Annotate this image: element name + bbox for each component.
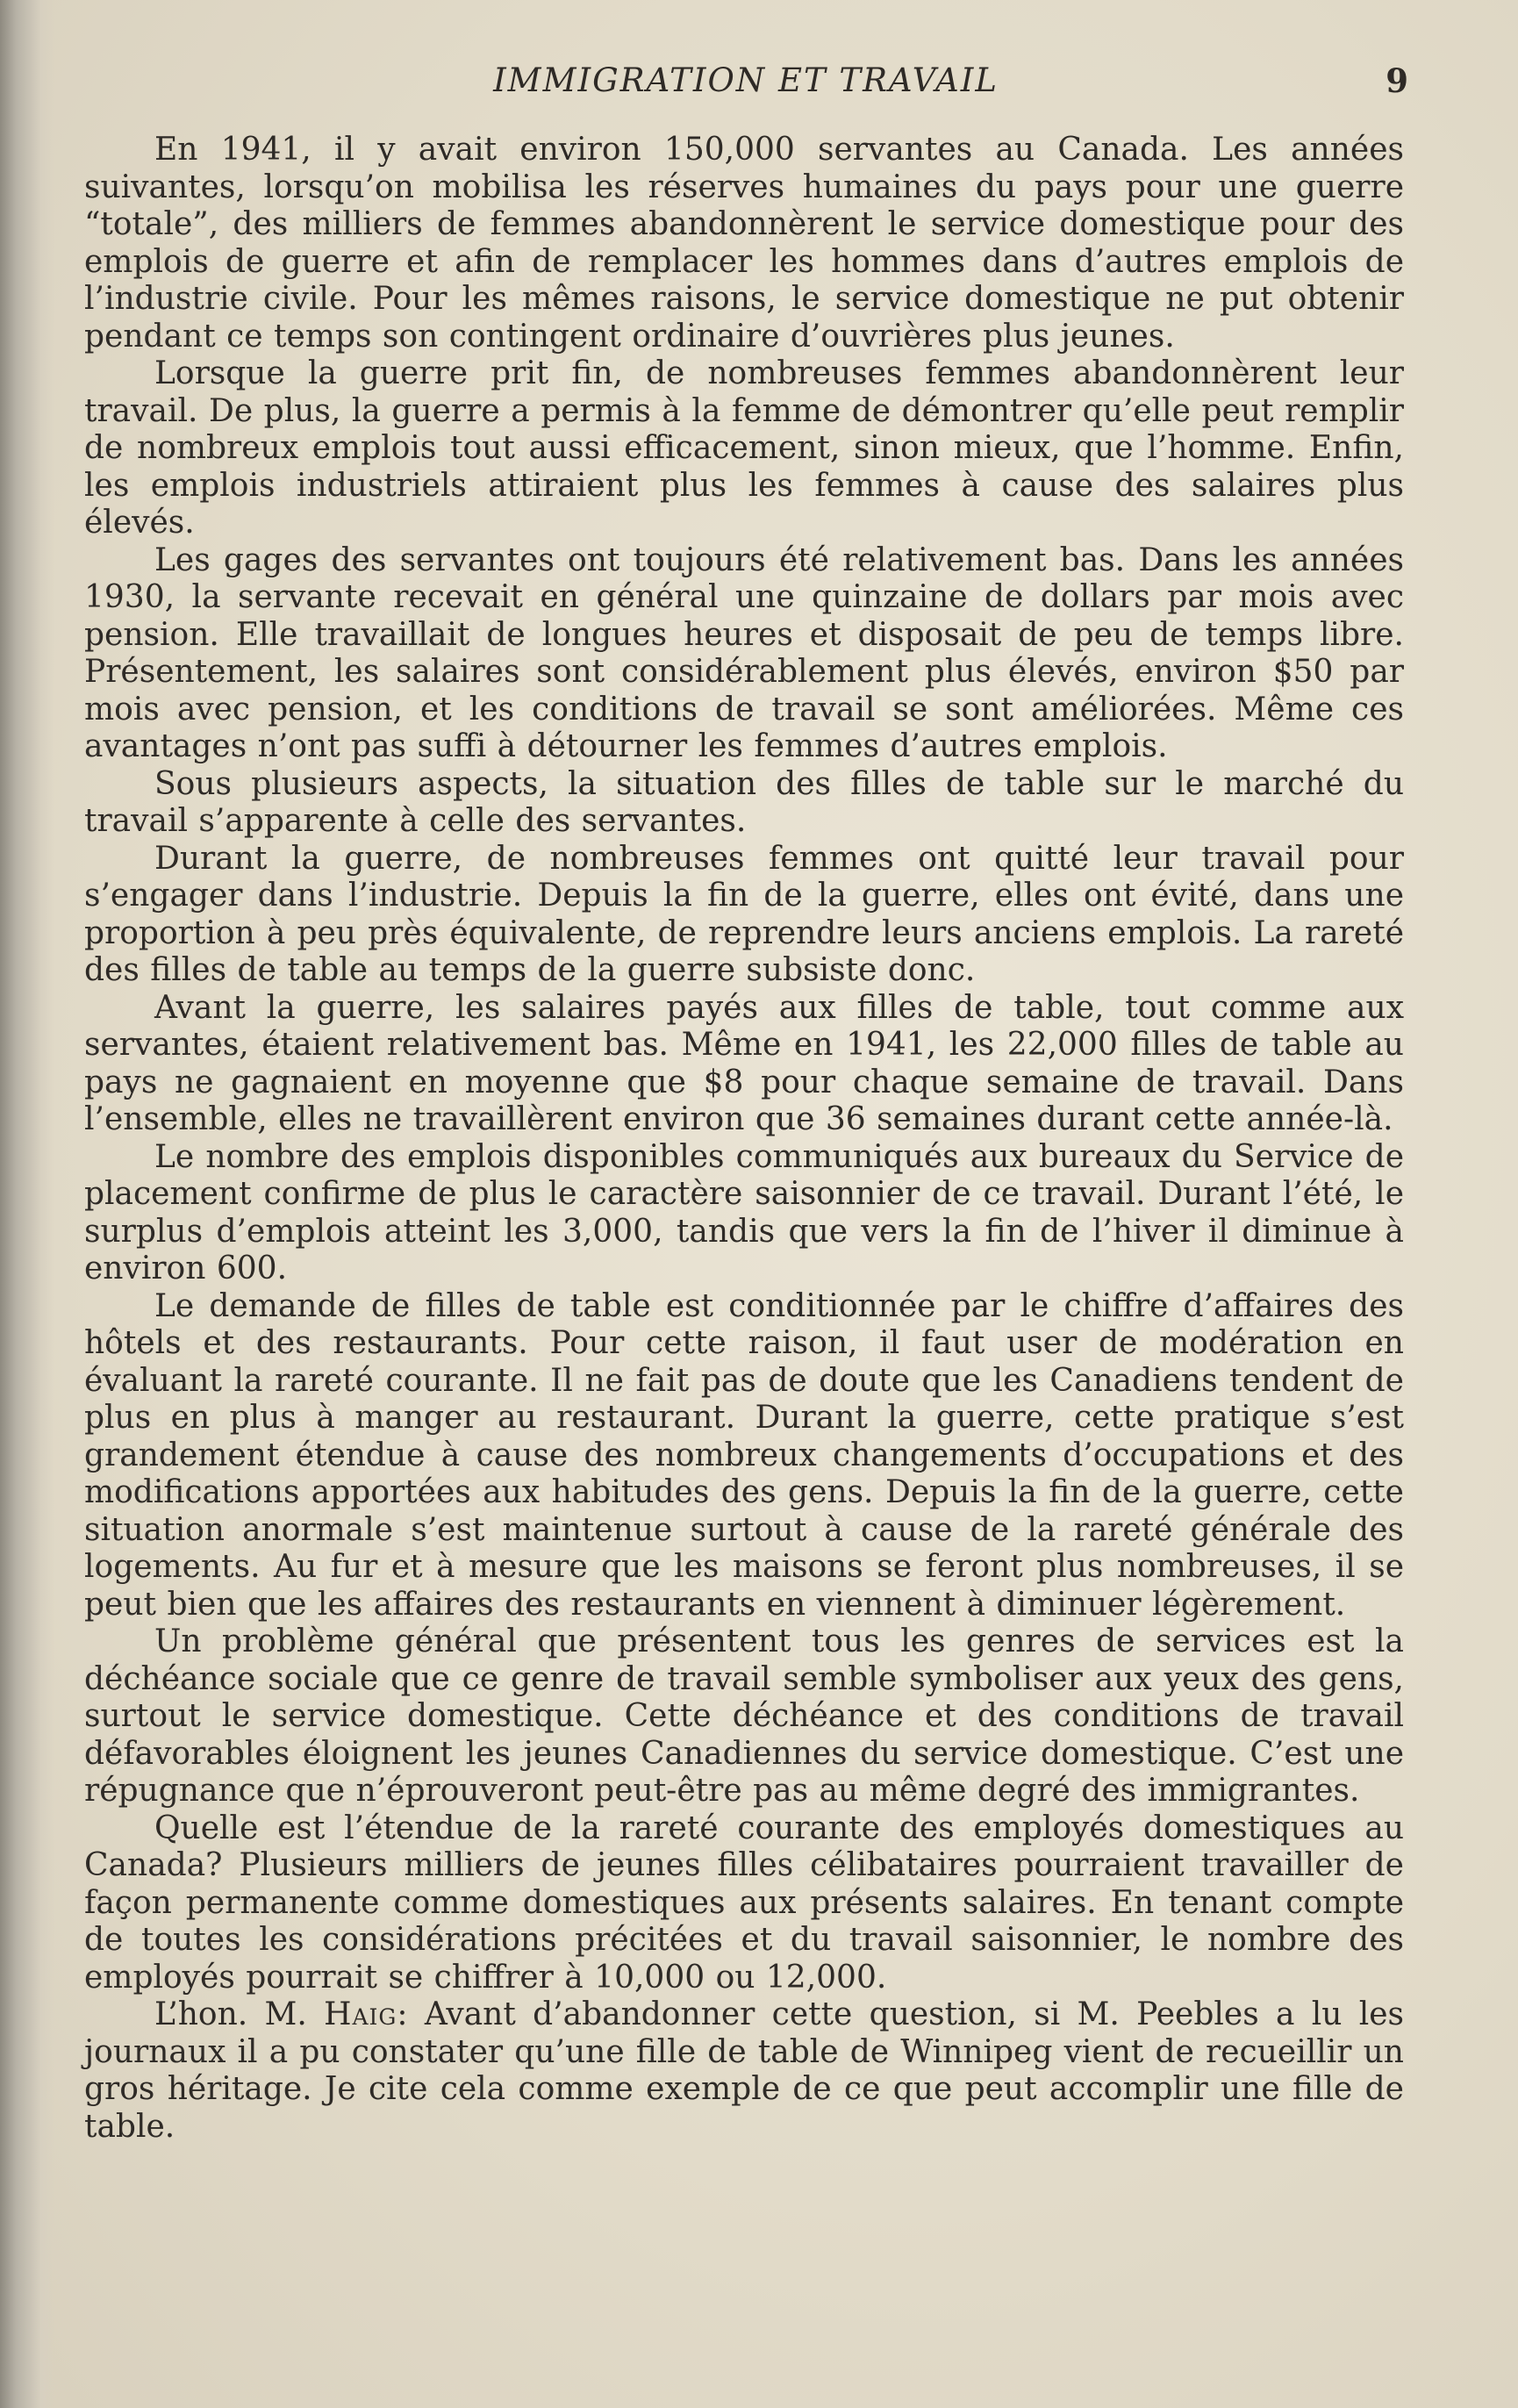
speaker-text: : Avant d’abandonner cette question, si M. Peebles a lu les journaux il a pu constater qu’une fille de table de Winnipeg vient de recueillir un gros héritage. Je cite cela comme exemple de ce que peut accomplir une fille de table. bbox=[84, 1996, 1404, 2145]
page-header bbox=[88, 61, 1408, 105]
paragraph: Quelle est l’étendue de la rareté courante des employés domestiques au Canada? Plusieurs milliers de jeunes filles célibataires pourraient travailler de façon permanente comme domestiques aux présents salaires. En tenant compte de toutes les considérations précitées et du travail saisonnier, le nombre des employés pourrait se chiffrer à 10,000 ou 12,000. bbox=[84, 1810, 1404, 1996]
paragraph: Un problème général que présentent tous les genres de services est la déchéance sociale que ce genre de travail semble symboliser aux yeux des gens, surtout le service domestique. Cette déchéance et des conditions de travail défavorables éloignent les jeunes Canadiennes du service domestique. C’est une répugnance que n’éprouveront peut-être pas au même degré des immigrantes. bbox=[84, 1623, 1404, 1809]
speaker-name: Haig bbox=[324, 1996, 397, 2032]
speaker-paragraph bbox=[84, 1996, 1404, 2146]
paragraph: En 1941, il y avait environ 150,000 servantes au Canada. Les années suivantes, lorsqu’on mobilisa les réserves humaines du pays pour une guerre “totale”, des milliers de femmes abandonnèrent le service domestique pour des emplois de guerre et afin de remplacer les hommes dans d’autres emplois de l’industrie civile. Pour les mêmes raisons, le service domestique ne put obtenir pendant ce temps son contingent ordinaire d’ouvrières plus jeunes. bbox=[84, 132, 1404, 355]
paragraph: Le nombre des emplois disponibles communiqués aux bureaux du Service de placement confirme de plus le caractère saisonnier de ce travail. Durant l’été, le surplus d’emplois atteint les 3,000, tandis que vers la fin de l’hiver il diminue à environ 600. bbox=[84, 1138, 1404, 1286]
paragraph: Durant la guerre, de nombreuses femmes ont quitté leur travail pour s’engager dans l’industrie. Depuis la fin de la guerre, elles ont évité, dans une proportion à peu près équivalente, de reprendre leurs anciens emplois. La rareté des filles de table au temps de la guerre subsiste donc. bbox=[84, 840, 1404, 988]
speaker-prefix: L’hon. M. bbox=[154, 1996, 325, 2032]
body-text bbox=[84, 132, 1404, 2146]
paragraph: Le demande de filles de table est conditionnée par le chiffre d’affaires des hôtels et des restaurants. Pour cette raison, il faut user de modération en évaluant la rareté courante. Il ne fait pas de doute que les Canadiens tendent de plus en plus à manger au restaurant. Durant la guerre, cette pratique s’est grandement étendue à cause des nombreux changements d’occupations et des modifications apportées aux habitudes des gens. Depuis la fin de la guerre, cette situation anormale s’est maintenue surtout à cause de la rareté générale des logements. Au fur et à mesure que les maisons se feront plus nombreuses, il se peut bien que les affaires des restaurants en viennent à diminuer légèrement. bbox=[84, 1287, 1404, 1623]
running-title: IMMIGRATION ET TRAVAIL bbox=[493, 61, 999, 99]
page-number: 9 bbox=[1386, 61, 1408, 100]
paragraph: Lorsque la guerre prit fin, de nombreuses femmes abandonnèrent leur travail. De plus, la guerre a permis à la femme de démontrer qu’elle peut remplir de nombreux emplois tout aussi efficacement, sinon mieux, que l’homme. Enfin, les emplois industriels attiraient plus les femmes à cause des salaires plus élevés. bbox=[84, 355, 1404, 541]
paragraph: Sous plusieurs aspects, la situation des filles de table sur le marché du travail s’apparente à celle des servantes. bbox=[84, 765, 1404, 839]
binding-edge bbox=[0, 0, 54, 2408]
paragraph: Avant la guerre, les salaires payés aux filles de table, tout comme aux servantes, étaient relativement bas. Même en 1941, les 22,000 filles de table au pays ne gagnaient en moyenne que $8 pour chaque semaine de travail. Dans l’ensemble, elles ne travaillèrent environ que 36 semaines durant cette année-là. bbox=[84, 989, 1404, 1137]
paragraph: Les gages des servantes ont toujours été relativement bas. Dans les années 1930, la servante recevait en général une quinzaine de dollars par mois avec pension. Elle travaillait de longues heures et disposait de peu de temps libre. Présentement, les salaires sont considérablement plus élevés, environ $50 par mois avec pension, et les conditions de travail se sont améliorées. Même ces avantages n’ont pas suffi à détourner les femmes d’autres emplois. bbox=[84, 541, 1404, 764]
